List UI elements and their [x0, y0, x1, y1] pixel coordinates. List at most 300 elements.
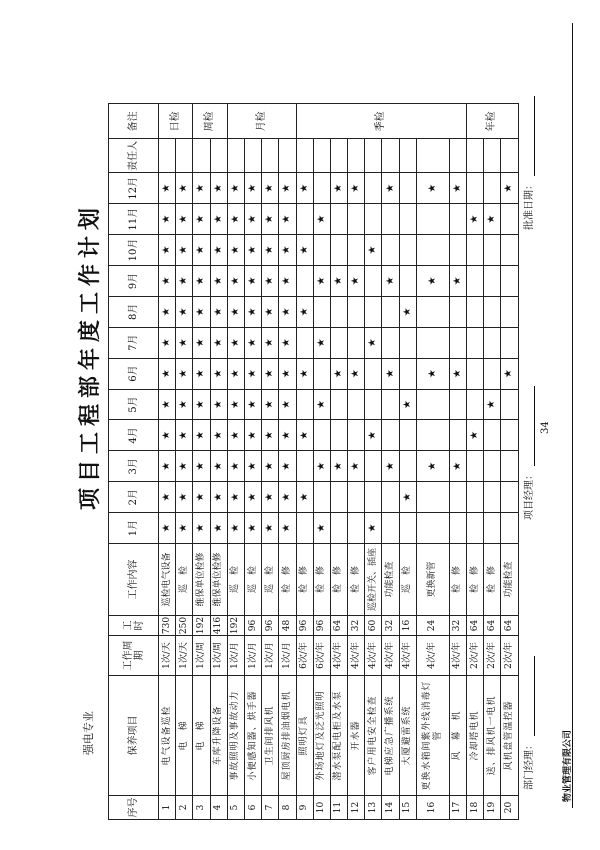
month-cell [296, 451, 313, 482]
month-cell [501, 173, 518, 204]
month-cell [449, 235, 466, 266]
month-cell [262, 358, 279, 389]
month-cell [159, 235, 176, 266]
row-index: 9 [296, 796, 313, 820]
month-cell [296, 173, 313, 204]
row-content: 巡检电气设备 [159, 544, 176, 616]
scheduled-star-icon: ★ [264, 369, 276, 379]
month-cell [262, 235, 279, 266]
month-cell [176, 296, 193, 327]
scheduled-star-icon: ★ [486, 214, 498, 224]
month-cell [176, 482, 193, 513]
month-cell [296, 513, 313, 544]
row-responsible [210, 139, 227, 173]
month-cell [279, 173, 296, 204]
scheduled-star-icon: ★ [281, 183, 293, 193]
month-cell [296, 482, 313, 513]
month-cell [262, 451, 279, 482]
month-cell [193, 173, 210, 204]
header-month: 11月 [109, 204, 159, 235]
month-cell [279, 389, 296, 420]
scheduled-star-icon: ★ [367, 245, 379, 255]
row-cycle: 6次/年 [313, 636, 330, 676]
project-manager-label: 项目经理： [524, 470, 535, 520]
scheduled-star-icon: ★ [469, 214, 481, 224]
scheduled-star-icon: ★ [384, 183, 396, 193]
row-responsible [262, 139, 279, 173]
month-cell [296, 204, 313, 235]
month-cell [399, 420, 416, 451]
scheduled-star-icon: ★ [247, 400, 259, 409]
row-hours: 192 [193, 616, 210, 636]
row-hours: 32 [449, 616, 466, 636]
month-cell [484, 235, 501, 266]
scheduled-star-icon: ★ [195, 338, 207, 348]
month-cell [227, 358, 244, 389]
scheduled-star-icon: ★ [195, 276, 207, 286]
row-index: 11 [330, 796, 347, 820]
month-cell [296, 358, 313, 389]
scheduled-star-icon: ★ [264, 307, 276, 317]
row-responsible [467, 139, 484, 173]
month-cell [159, 265, 176, 296]
scheduled-star-icon: ★ [315, 400, 327, 409]
month-cell [176, 327, 193, 358]
month-cell [348, 265, 365, 296]
month-cell [365, 296, 382, 327]
month-cell [416, 265, 449, 296]
scheduled-star-icon: ★ [247, 307, 259, 317]
scheduled-star-icon: ★ [212, 430, 224, 440]
header-cycle: 工作周期 [109, 636, 159, 676]
scheduled-star-icon: ★ [178, 400, 190, 409]
row-hours: 16 [399, 616, 416, 636]
row-cycle: 1次/月 [262, 636, 279, 676]
header-index: 序号 [109, 796, 159, 820]
row-responsible [279, 139, 296, 173]
month-cell [313, 265, 330, 296]
row-responsible [244, 139, 261, 173]
row-index: 15 [399, 796, 416, 820]
month-cell [484, 173, 501, 204]
row-cycle: 1次/天 [159, 636, 176, 676]
table-row [449, 104, 466, 820]
row-hours: 416 [210, 616, 227, 636]
scheduled-star-icon: ★ [332, 461, 344, 471]
scheduled-star-icon: ★ [298, 245, 310, 255]
scheduled-star-icon: ★ [264, 400, 276, 409]
scheduled-star-icon: ★ [161, 338, 173, 348]
scheduled-star-icon: ★ [229, 307, 241, 317]
scheduled-star-icon: ★ [315, 214, 327, 224]
row-index: 7 [262, 796, 279, 820]
month-cell [313, 235, 330, 266]
row-content: 巡 检 [176, 544, 193, 616]
month-cell [330, 327, 347, 358]
scheduled-star-icon: ★ [350, 369, 362, 379]
month-cell [313, 389, 330, 420]
scheduled-star-icon: ★ [195, 369, 207, 379]
table-row [399, 104, 416, 820]
month-cell [484, 327, 501, 358]
month-cell [382, 482, 399, 513]
scheduled-star-icon: ★ [367, 523, 379, 533]
month-cell [193, 235, 210, 266]
page-number: 34 [540, 421, 551, 434]
month-cell [399, 389, 416, 420]
header-content: 工作内容 [109, 544, 159, 616]
row-cycle: 1次/天 [176, 636, 193, 676]
row-item: 潜水泵配电柜及水泵 [330, 676, 347, 796]
month-cell [159, 389, 176, 420]
month-cell [416, 204, 449, 235]
table-row [467, 104, 484, 820]
month-cell [365, 451, 382, 482]
scheduled-star-icon: ★ [195, 214, 207, 224]
month-cell [348, 327, 365, 358]
scheduled-star-icon: ★ [212, 369, 224, 379]
scheduled-star-icon: ★ [451, 461, 463, 471]
table-row [227, 104, 244, 820]
row-cycle: 4次/年 [416, 636, 449, 676]
scheduled-star-icon: ★ [212, 400, 224, 409]
month-cell [159, 173, 176, 204]
row-responsible [382, 139, 399, 173]
month-cell [416, 235, 449, 266]
row-responsible [365, 139, 382, 173]
scheduled-star-icon: ★ [247, 492, 259, 502]
month-cell [501, 451, 518, 482]
scheduled-star-icon: ★ [298, 307, 310, 317]
month-cell [227, 451, 244, 482]
department-label: 强电专业 [82, 711, 95, 755]
work-plan-table [108, 103, 519, 820]
scheduled-star-icon: ★ [264, 338, 276, 348]
scheduled-star-icon: ★ [298, 183, 310, 193]
scheduled-star-icon: ★ [298, 430, 310, 440]
month-cell [159, 482, 176, 513]
month-cell [330, 204, 347, 235]
month-cell [399, 451, 416, 482]
month-cell [244, 235, 261, 266]
month-cell [365, 482, 382, 513]
month-cell [296, 265, 313, 296]
month-cell [467, 296, 484, 327]
row-responsible [193, 139, 210, 173]
month-cell [244, 327, 261, 358]
row-responsible [449, 139, 466, 173]
row-hours: 32 [382, 616, 399, 636]
month-cell [449, 327, 466, 358]
scheduled-star-icon: ★ [315, 276, 327, 286]
scheduled-star-icon: ★ [229, 430, 241, 440]
scheduled-star-icon: ★ [367, 430, 379, 440]
header-month: 4月 [109, 420, 159, 451]
row-responsible [296, 139, 313, 173]
scheduled-star-icon: ★ [161, 400, 173, 409]
scheduled-star-icon: ★ [178, 214, 190, 224]
scheduled-star-icon: ★ [195, 492, 207, 502]
month-cell [501, 358, 518, 389]
month-cell [244, 451, 261, 482]
header-month: 6月 [109, 358, 159, 389]
month-cell [501, 204, 518, 235]
month-cell [484, 265, 501, 296]
month-cell [467, 513, 484, 544]
month-cell [296, 235, 313, 266]
row-index: 17 [449, 796, 466, 820]
scheduled-star-icon: ★ [212, 523, 224, 533]
month-cell [382, 513, 399, 544]
row-responsible [227, 139, 244, 173]
month-cell [467, 389, 484, 420]
scheduled-star-icon: ★ [212, 183, 224, 193]
row-note [193, 104, 227, 139]
table-row [176, 104, 193, 820]
month-cell [467, 358, 484, 389]
month-cell [399, 296, 416, 327]
scheduled-star-icon: ★ [178, 276, 190, 286]
month-cell [348, 296, 365, 327]
month-cell [244, 420, 261, 451]
scheduled-star-icon: ★ [178, 245, 190, 255]
month-cell [313, 420, 330, 451]
row-responsible [501, 139, 518, 173]
row-index: 8 [279, 796, 296, 820]
scheduled-star-icon: ★ [212, 276, 224, 286]
scheduled-star-icon: ★ [229, 338, 241, 348]
month-cell [348, 482, 365, 513]
month-cell [176, 389, 193, 420]
header-month: 9月 [109, 265, 159, 296]
row-index: 4 [210, 796, 227, 820]
row-cycle: 4次/年 [399, 636, 416, 676]
dept-manager-label: 部门经理： [524, 740, 535, 790]
month-cell [484, 513, 501, 544]
row-item: 客户用电安全检查 [365, 676, 382, 796]
company-name: 物业管理有限公司 [563, 729, 573, 802]
row-cycle: 2次/年 [501, 636, 518, 676]
scheduled-star-icon: ★ [281, 492, 293, 502]
scheduled-star-icon: ★ [315, 523, 327, 533]
month-cell [227, 235, 244, 266]
month-cell [449, 265, 466, 296]
scheduled-star-icon: ★ [212, 492, 224, 502]
row-content: 检 修 [313, 544, 330, 616]
month-cell [399, 204, 416, 235]
table-row [210, 104, 227, 820]
row-responsible [348, 139, 365, 173]
scheduled-star-icon: ★ [161, 430, 173, 440]
month-cell [193, 420, 210, 451]
row-item: 事故照明及事故动力 [227, 676, 244, 796]
row-responsible [176, 139, 193, 173]
row-index: 20 [501, 796, 518, 820]
month-cell [501, 265, 518, 296]
row-index: 13 [365, 796, 382, 820]
row-index: 16 [416, 796, 449, 820]
month-cell [501, 389, 518, 420]
month-cell [365, 327, 382, 358]
month-cell [193, 265, 210, 296]
month-cell [365, 358, 382, 389]
month-cell [449, 296, 466, 327]
month-cell [365, 389, 382, 420]
month-cell [296, 389, 313, 420]
row-cycle: 1次/周 [210, 636, 227, 676]
month-cell [313, 173, 330, 204]
row-note [467, 104, 519, 139]
project-manager-signature [520, 386, 535, 520]
row-content: 巡 检 [399, 544, 416, 616]
month-cell [449, 451, 466, 482]
scheduled-star-icon: ★ [332, 276, 344, 286]
month-cell [467, 235, 484, 266]
row-index: 5 [227, 796, 244, 820]
header-month: 1月 [109, 513, 159, 544]
row-cycle: 1次/月 [227, 636, 244, 676]
month-cell [484, 296, 501, 327]
month-cell [210, 451, 227, 482]
month-cell [262, 173, 279, 204]
month-cell [279, 204, 296, 235]
scheduled-star-icon: ★ [247, 183, 259, 193]
scheduled-star-icon: ★ [178, 307, 190, 317]
scheduled-star-icon: ★ [350, 276, 362, 286]
row-hours: 192 [227, 616, 244, 636]
month-cell [279, 296, 296, 327]
month-cell [193, 451, 210, 482]
month-cell [227, 173, 244, 204]
month-cell [449, 173, 466, 204]
month-cell [416, 482, 449, 513]
row-content: 检 修 [330, 544, 347, 616]
scheduled-star-icon: ★ [350, 461, 362, 471]
month-cell [176, 204, 193, 235]
scheduled-star-icon: ★ [229, 461, 241, 471]
row-responsible [330, 139, 347, 173]
document-title: 项目工程部年度工作计划 [77, 201, 103, 510]
month-cell [313, 327, 330, 358]
scheduled-star-icon: ★ [161, 183, 173, 193]
scheduled-star-icon: ★ [212, 307, 224, 317]
scheduled-star-icon: ★ [195, 245, 207, 255]
scheduled-star-icon: ★ [247, 430, 259, 440]
month-cell [176, 358, 193, 389]
month-cell [159, 420, 176, 451]
scheduled-star-icon: ★ [451, 183, 463, 193]
table-header-row [109, 104, 159, 820]
header-responsible: 责任人 [109, 139, 159, 173]
scheduled-star-icon: ★ [315, 338, 327, 348]
row-hours: 64 [467, 616, 484, 636]
scheduled-star-icon: ★ [178, 523, 190, 533]
scheduled-star-icon: ★ [195, 400, 207, 409]
month-cell [484, 204, 501, 235]
month-cell [193, 389, 210, 420]
row-hours: 96 [244, 616, 261, 636]
month-cell [467, 265, 484, 296]
month-cell [210, 173, 227, 204]
scheduled-star-icon: ★ [161, 214, 173, 224]
row-index: 19 [484, 796, 501, 820]
month-cell [382, 265, 399, 296]
row-item: 卫生间排风机 [262, 676, 279, 796]
scheduled-star-icon: ★ [229, 492, 241, 502]
month-cell [244, 389, 261, 420]
scheduled-star-icon: ★ [315, 461, 327, 471]
row-responsible [159, 139, 176, 173]
month-cell [365, 265, 382, 296]
month-cell [330, 482, 347, 513]
table-row [262, 104, 279, 820]
month-cell [210, 420, 227, 451]
scheduled-star-icon: ★ [229, 183, 241, 193]
month-cell [501, 296, 518, 327]
month-cell [484, 482, 501, 513]
scheduled-star-icon: ★ [178, 430, 190, 440]
scheduled-star-icon: ★ [281, 430, 293, 440]
month-cell [159, 358, 176, 389]
month-cell [193, 482, 210, 513]
scheduled-star-icon: ★ [229, 214, 241, 224]
row-item: 大厦避雷系统 [399, 676, 416, 796]
scheduled-star-icon: ★ [247, 338, 259, 348]
scheduled-star-icon: ★ [281, 369, 293, 379]
row-content: 更换新管 [416, 544, 449, 616]
month-cell [467, 173, 484, 204]
month-cell [449, 389, 466, 420]
scheduled-star-icon: ★ [229, 276, 241, 286]
note-text: 周检 [204, 111, 216, 132]
month-cell [365, 235, 382, 266]
month-cell [227, 420, 244, 451]
scheduled-star-icon: ★ [486, 400, 498, 409]
month-cell [279, 327, 296, 358]
month-cell [348, 235, 365, 266]
month-cell [296, 327, 313, 358]
month-cell [330, 420, 347, 451]
row-content: 检 修 [467, 544, 484, 616]
row-hours: 250 [176, 616, 193, 636]
row-cycle: 6次/年 [296, 636, 313, 676]
month-cell [313, 482, 330, 513]
month-cell [262, 389, 279, 420]
row-content: 巡 检 [262, 544, 279, 616]
note-text: 月检 [255, 111, 267, 132]
scheduled-star-icon: ★ [401, 400, 413, 409]
header-month: 7月 [109, 327, 159, 358]
row-cycle: 2次/年 [484, 636, 501, 676]
scheduled-star-icon: ★ [451, 276, 463, 286]
month-cell [467, 482, 484, 513]
row-cycle: 4次/年 [449, 636, 466, 676]
signature-line [534, 656, 535, 736]
row-content: 巡检开关、插座 [365, 544, 382, 616]
scheduled-star-icon: ★ [426, 369, 438, 379]
month-cell [382, 327, 399, 358]
row-responsible [416, 139, 449, 173]
table-row [501, 104, 518, 820]
scheduled-star-icon: ★ [298, 492, 310, 502]
month-cell [210, 358, 227, 389]
month-cell [279, 420, 296, 451]
month-cell [193, 358, 210, 389]
row-hours: 96 [296, 616, 313, 636]
row-hours: 64 [501, 616, 518, 636]
month-cell [330, 173, 347, 204]
row-content: 巡 检 [227, 544, 244, 616]
